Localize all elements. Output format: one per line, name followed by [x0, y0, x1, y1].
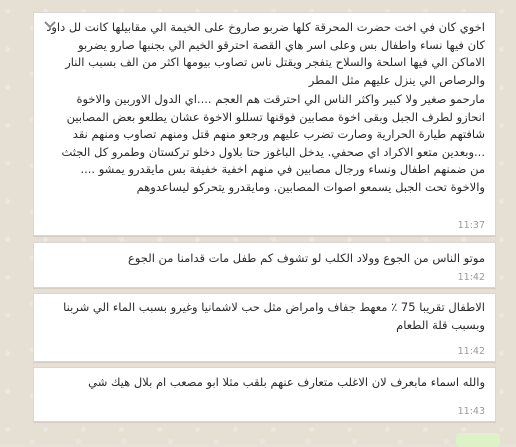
message-paragraph: مارحمو صغير ولا كبير واكثر الناس الي احترقت هم العجم ....اي الدول الاوربين والاخوة انحازو لطرف الجبل وبقى اخوة مصابين فوقنها تسللو الاخوة عشان يطلعو بعض المصابين شافتهم طيارة الحرارية وصارت تضرب عليهم ورجعو منهم قتل ومنهم تصاوب ومنهم نقد ...وبعدين متعو الاكراد اي صحفي. يدخل الباغوز حتا بلاول دخلو تركستان وطمرو كل الجثث من ضمنهم اطفال ونساء ورجال مصابين في منهم اخفية خفيفة بس مايقدرو يمشو .... والاخوة تحت الجبل يسمعو اصوات المصابين. ومايقدرو يتحركو ليساعدوهم: [61, 92, 485, 194]
message-bubble[interactable]: [33, 367, 496, 422]
message-bubble[interactable]: [33, 293, 496, 362]
message-timestamp: 11:43: [457, 406, 485, 417]
message-text: [34, 13, 495, 196]
next-message-edge: [456, 433, 500, 447]
message-timestamp: 11:42: [457, 346, 485, 357]
message-timestamp: 11:42: [457, 272, 485, 283]
chevron-down-icon[interactable]: [42, 19, 58, 31]
message-text: [34, 368, 495, 392]
message-bubble[interactable]: [33, 242, 496, 288]
message-paragraph: اخوي كان في اخت حضرت المحرقة كلها ضربو صاروخ على الخيمة الي مقابيلها كانت لل داود كان فيها نساء واطفال بس وعلى اسر هاي القصة احترقو الخيم الي بجنبها صارو يضربو الاماكن الي فيها اسلحة والسلاح يتفجر ويقتل ناس تصاوب بيومها اكثر من الف بسبب النار والرصاص الي ينزل عليهم مثل المطر: [46, 20, 485, 87]
message-text: [34, 294, 495, 334]
message-paragraph: موتو الناس من الجوع وولاد الكلب لو تشوف كم طفل مات قدامنا من الجوع: [127, 251, 485, 265]
message-timestamp: 11:37: [457, 220, 485, 231]
message-text: [34, 243, 495, 268]
message-bubble[interactable]: [33, 12, 496, 236]
message-paragraph: الاطفال تقريبا 75 ٪ معهط جفاف وامراض مثل حب لاشمانيا وغيرو بسبب الماء الي شربنا وبسبب قلة الطعام: [63, 300, 485, 332]
message-paragraph: والله اسماء مابعرف لان الاغلب متعارف عنهم بلقب مثلا ابو مصعب ام بلال هيك شي: [88, 375, 485, 389]
